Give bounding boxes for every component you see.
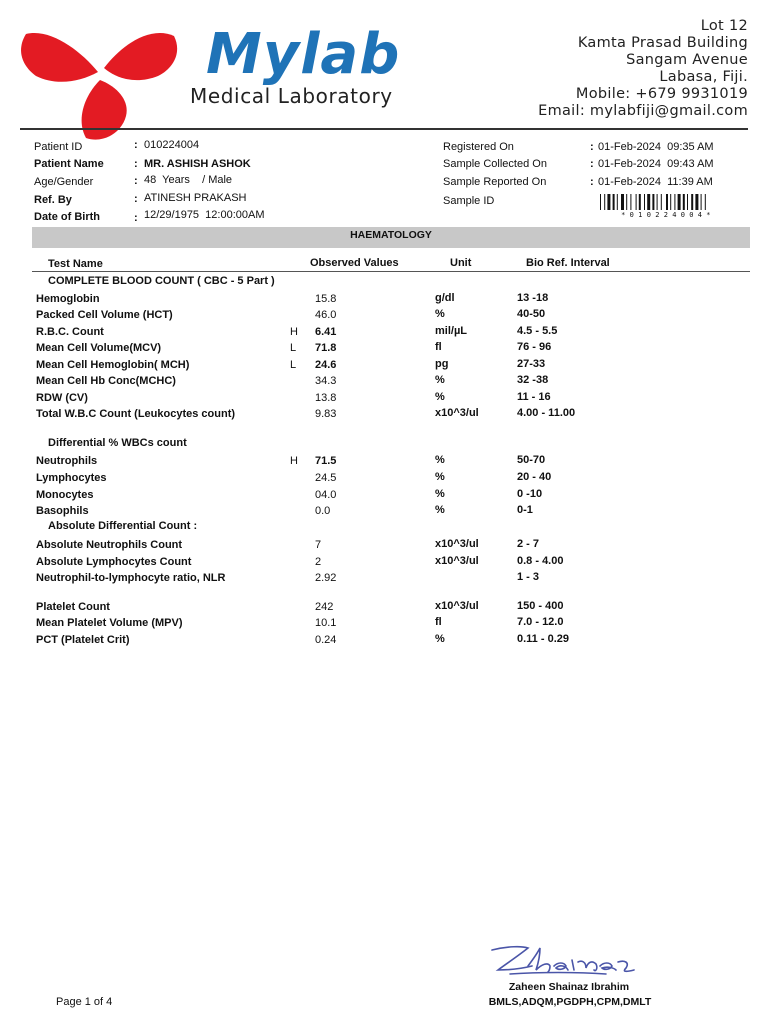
observed-value: 242 [315, 601, 334, 613]
result-unit: % [435, 471, 445, 483]
table-header-divider [32, 271, 750, 272]
reference-interval: 0.8 - 4.00 [517, 555, 564, 567]
lab-logo-icon [20, 20, 180, 140]
test-name: R.B.C. Count [36, 326, 104, 338]
header-divider [20, 128, 748, 130]
result-unit: % [435, 504, 445, 516]
subheading-differential: Differential % WBCs count [48, 437, 187, 449]
sample-collected-value: 01-Feb-2024 09:43 AM [598, 158, 714, 170]
age-gender-value: 48 Years / Male [144, 174, 233, 186]
test-name: Mean Cell Hemoglobin( MCH) [36, 359, 190, 371]
observed-value: 2.92 [315, 572, 337, 584]
result-flag: L [290, 359, 297, 371]
result-unit: % [435, 391, 445, 403]
header-ref-interval: Bio Ref. Interval [526, 257, 610, 269]
test-name: Absolute Neutrophils Count [36, 539, 183, 551]
colon: : [134, 158, 138, 170]
reference-interval: 150 - 400 [517, 600, 564, 612]
observed-value: 71.8 [315, 342, 337, 354]
observed-value: 6.41 [315, 326, 337, 338]
result-unit: fl [435, 616, 442, 628]
brand-name: Mylab [206, 22, 401, 87]
observed-value: 7 [315, 539, 322, 551]
reference-interval: 2 - 7 [517, 538, 540, 550]
reference-interval: 76 - 96 [517, 341, 552, 353]
result-unit: % [435, 374, 445, 386]
observed-value: 0.24 [315, 634, 337, 646]
reference-interval: 20 - 40 [517, 471, 552, 483]
lab-address [538, 18, 748, 120]
reference-interval: 0.11 - 0.29 [517, 633, 569, 645]
result-unit: g/dl [435, 292, 455, 304]
observed-value: 15.8 [315, 293, 337, 305]
observed-value: 13.8 [315, 392, 337, 404]
patient-name-label: Patient Name [34, 158, 104, 170]
colon: : [134, 193, 138, 205]
reference-interval: 4.5 - 5.5 [517, 325, 558, 337]
test-name: Mean Platelet Volume (MPV) [36, 617, 183, 629]
test-name: Platelet Count [36, 601, 110, 613]
observed-value: 34.3 [315, 375, 337, 387]
reference-interval: 0-1 [517, 504, 533, 516]
reference-interval: 7.0 - 12.0 [517, 616, 564, 628]
test-name: Mean Cell Hb Conc(MCHC) [36, 375, 176, 387]
reference-interval: 50-70 [517, 454, 546, 466]
result-unit: x10^3/ul [435, 407, 479, 419]
reference-interval: 13 -18 [517, 292, 549, 304]
address-line: Labasa, Fiji. [659, 69, 748, 85]
test-name: Absolute Lymphocytes Count [36, 556, 192, 568]
reference-interval: 27-33 [517, 358, 546, 370]
signer-credentials: BMLS,ADQM,PGDPH,CPM,DMLT [488, 996, 652, 1008]
sample-reported-value: 01-Feb-2024 11:39 AM [598, 176, 713, 188]
test-name: Neutrophils [36, 455, 98, 467]
result-unit: mil/µL [435, 325, 468, 337]
result-unit: pg [435, 358, 449, 370]
test-name: Lymphocytes [36, 472, 107, 484]
test-name: Packed Cell Volume (HCT) [36, 309, 173, 321]
subheading-absolute: Absolute Differential Count : [48, 520, 198, 532]
observed-value: 9.83 [315, 408, 337, 420]
address-line: Lot 12 [700, 18, 748, 34]
test-name: Monocytes [36, 489, 94, 501]
colon: : [134, 175, 138, 187]
observed-value: 24.6 [315, 359, 337, 371]
patient-id-value: 010224004 [144, 139, 200, 151]
signer-name: Zaheen Shainaz Ibrahim [508, 981, 630, 993]
observed-value: 04.0 [315, 489, 337, 501]
test-name: Total W.B.C Count (Leukocytes count) [36, 408, 236, 420]
observed-value: 10.1 [315, 617, 337, 629]
test-name: Neutrophil-to-lymphocyte ratio, NLR [36, 572, 226, 584]
colon: : [590, 158, 594, 170]
patient-name-value: MR. ASHISH ASHOK [144, 158, 251, 170]
result-flag: H [290, 455, 298, 467]
page-number: Page 1 of 4 [56, 996, 113, 1008]
reference-interval: 40-50 [517, 308, 546, 320]
address-line: Kamta Prasad Building [577, 35, 748, 51]
group-title: COMPLETE BLOOD COUNT ( CBC - 5 Part ) [48, 275, 275, 287]
colon: : [590, 176, 594, 188]
observed-value: 2 [315, 556, 322, 568]
reference-interval: 32 -38 [517, 374, 549, 386]
test-name: Basophils [36, 505, 89, 517]
ref-by-label: Ref. By [34, 194, 72, 206]
result-flag: H [290, 326, 298, 338]
observed-value: 71.5 [315, 455, 337, 467]
patient-id-label: Patient ID [34, 141, 83, 153]
colon: : [590, 141, 594, 153]
reference-interval: 4.00 - 11.00 [517, 407, 576, 419]
age-gender-label: Age/Gender [34, 176, 94, 188]
result-unit: % [435, 454, 445, 466]
brand-subtitle: Medical Laboratory [190, 84, 393, 108]
header-observed-values: Observed Values [310, 257, 399, 269]
sample-id-label: Sample ID [443, 195, 495, 207]
observed-value: 0.0 [315, 505, 331, 517]
result-flag: L [290, 342, 297, 354]
result-unit: % [435, 633, 445, 645]
sample-collected-label: Sample Collected On [443, 158, 547, 170]
handwritten-signature-icon [488, 940, 638, 980]
test-name: Mean Cell Volume(MCV) [36, 342, 162, 354]
observed-value: 24.5 [315, 472, 337, 484]
result-unit: fl [435, 341, 442, 353]
sample-reported-label: Sample Reported On [443, 176, 547, 188]
header-unit: Unit [450, 257, 472, 269]
test-name: PCT (Platelet Crit) [36, 634, 130, 646]
result-unit: % [435, 308, 445, 320]
registered-on-value: 01-Feb-2024 09:35 AM [598, 141, 714, 153]
result-unit: % [435, 488, 445, 500]
mobile-number: Mobile: +679 9931019 [575, 86, 748, 102]
result-unit: x10^3/ul [435, 555, 479, 567]
colon: : [134, 139, 138, 151]
reference-interval: 11 - 16 [517, 391, 551, 403]
address-line: Sangam Avenue [626, 52, 748, 68]
colon: : [134, 212, 138, 224]
section-title: HAEMATOLOGY [350, 229, 432, 241]
reference-interval: 1 - 3 [517, 571, 540, 583]
result-unit: x10^3/ul [435, 600, 479, 612]
header-test-name: Test Name [48, 258, 103, 270]
registered-on-label: Registered On [443, 141, 514, 153]
dob-value: 12/29/1975 12:00:00AM [144, 209, 265, 221]
barcode-text: *010224004* [621, 211, 715, 219]
dob-label: Date of Birth [34, 211, 100, 223]
ref-by-value: ATINESH PRAKASH [144, 192, 247, 204]
reference-interval: 0 -10 [517, 488, 543, 500]
observed-value: 46.0 [315, 309, 337, 321]
test-name: RDW (CV) [36, 392, 88, 404]
result-unit: x10^3/ul [435, 538, 479, 550]
test-name: Hemoglobin [36, 293, 100, 305]
email-address: Email: mylabfiji@gmail.com [538, 103, 748, 119]
